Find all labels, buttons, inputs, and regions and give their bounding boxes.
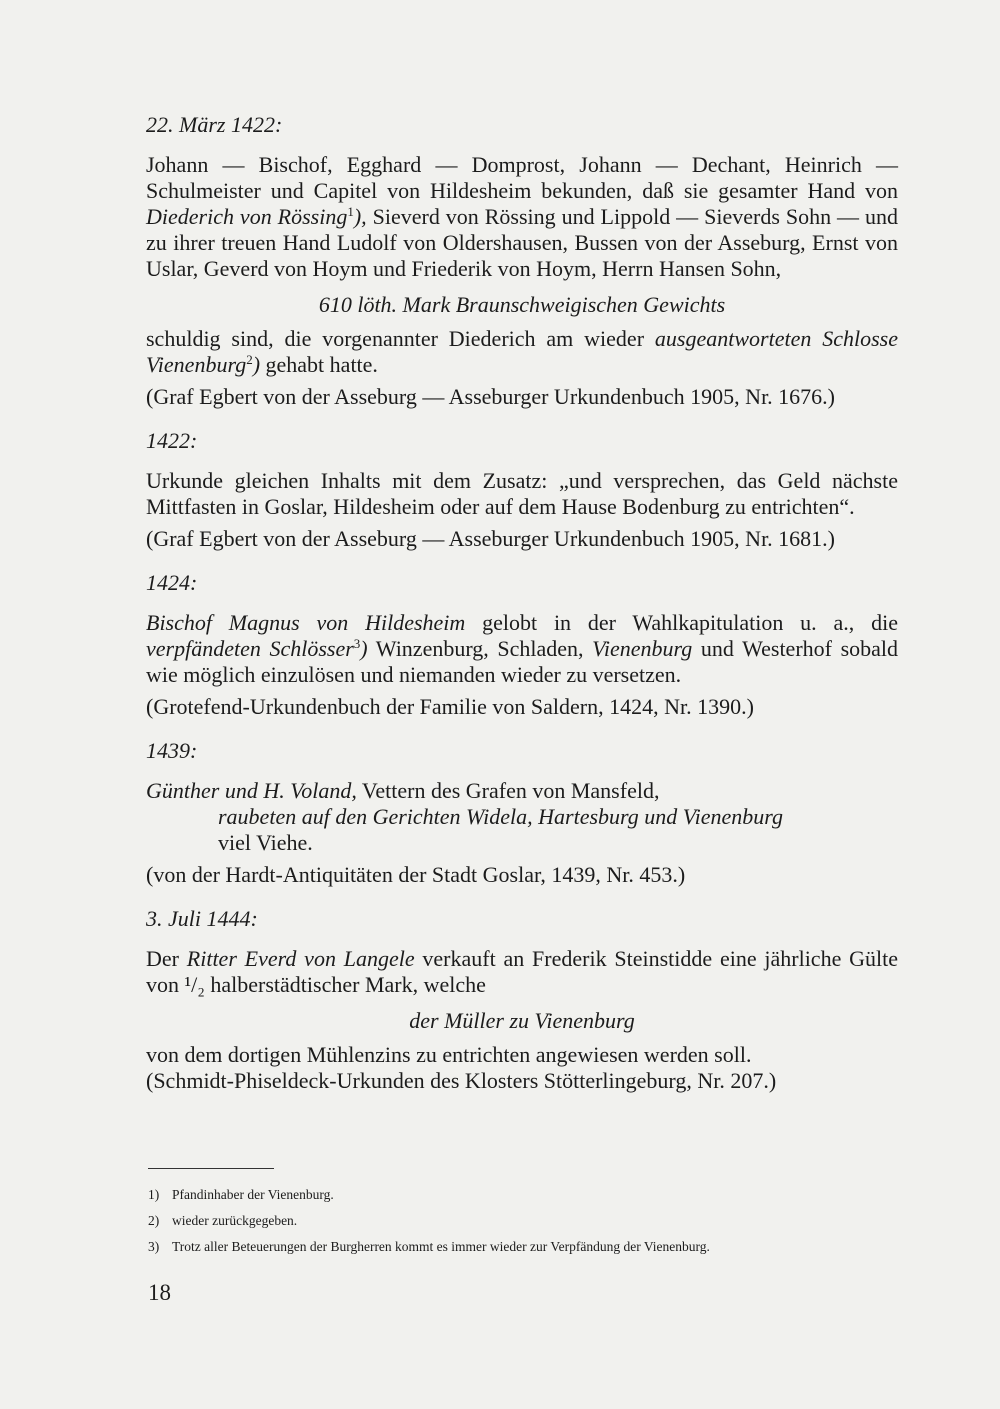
entry-paragraph: Bischof Magnus von Hildesheim gelobt in der Wahlkapitulation u. a., die verpfändeten Schlösser$^3$) Winzenburg, Schladen, Vienenburg und Westerhof sobald wie möglich einzulösen und niemanden wieder zu versetzen. — [146, 610, 899, 687]
footnote-ref: 1 — [347, 204, 354, 219]
entry-source: (Grotefend-Urkundenbuch der Familie von Saldern, 1424, Nr. 1390.) — [146, 694, 754, 719]
entry-source: (Graf Egbert von der Asseburg — Asseburger Urkundenbuch 1905, Nr. 1676.) — [146, 384, 836, 409]
entry-paragraph: Urkunde gleichen Inhalts mit dem Zusatz: „und versprechen, das Geld nächste Mittfasten in Goslar, Hildesheim oder auf dem Hause Bodenburg zu entrichten“. — [146, 468, 898, 519]
entry-date: 22. März 1422: — [146, 112, 283, 137]
fraction: ¹/₂ — [184, 972, 205, 997]
entry-paragraph: von dem dortigen Mühlenzins zu entrichten angewiesen werden soll. — [146, 1042, 752, 1067]
entry-date: 1424: — [146, 570, 198, 595]
entry-paragraph: schuldig sind, die vorgenannter Diederich am wieder ausgeantworteten Schlosse Vienenburg$^2$) gehabt hatte. — [146, 326, 898, 377]
entry-paragraph: Günther und H. Voland, Vettern des Grafen von Mansfeld, — [146, 778, 660, 803]
entry-date: 1439: — [146, 738, 198, 763]
footnote: 3) Trotz aller Beteuerungen der Burgherren kommt es immer wieder zur Verpfändung der Vienenburg. — [148, 1239, 710, 1254]
indented-quote: raubeten auf den Gerichten Widela, Hartesburg und Vienenburg viel Viehe. — [218, 804, 783, 855]
entry-paragraph: Johann — Bischof, Egghard — Domprost, Johann — Dechant, Heinrich — Schulmeister und Capitel von Hildesheim bekunden, daß sie gesamter Hand von Diederich von Rössing$^1$), Sieverd von Rössing und Lippold — Sieverds Sohn — und zu ihrer treuen Hand Ludolf von Oldershausen, Bussen von der Asseburg, Ernst von Uslar, Geverd von Hoym und Friederik von Hoym, Herrn Hansen Sohn, — [146, 152, 899, 281]
entry-paragraph: Der Ritter Everd von Langele verkauft an Frederik Steinstidde eine jährliche Gülte von ¹/₂ halberstädtischer Mark, welche — [146, 946, 899, 997]
footnote-ref: 2 — [246, 352, 253, 367]
footnote: 2) wieder zurückgegeben. — [148, 1213, 298, 1228]
main-text — [146, 112, 898, 1094]
entry-source: (von der Hardt-Antiquitäten der Stadt Goslar, 1439, Nr. 453.) — [146, 862, 686, 887]
entry-source: (Schmidt-Phiseldeck-Urkunden des Klosters Stötterlingeburg, Nr. 207.) — [146, 1068, 777, 1093]
entry-source: (Graf Egbert von der Asseburg — Asseburger Urkundenbuch 1905, Nr. 1681.) — [146, 526, 836, 551]
centered-phrase: 610 löth. Mark Braunschweigischen Gewichts — [318, 292, 726, 317]
entry-date: 3. Juli 1444: — [146, 906, 258, 931]
footnote: 1) Pfandinhaber der Vienenburg. — [148, 1187, 334, 1202]
page-number: 18 — [148, 1280, 171, 1305]
entry-date: 1422: — [146, 428, 198, 453]
footnotes — [148, 1182, 900, 1260]
footnote-divider — [148, 1168, 274, 1169]
centered-phrase: der Müller zu Vienenburg — [409, 1008, 635, 1033]
footnote-ref: 3 — [353, 636, 361, 651]
